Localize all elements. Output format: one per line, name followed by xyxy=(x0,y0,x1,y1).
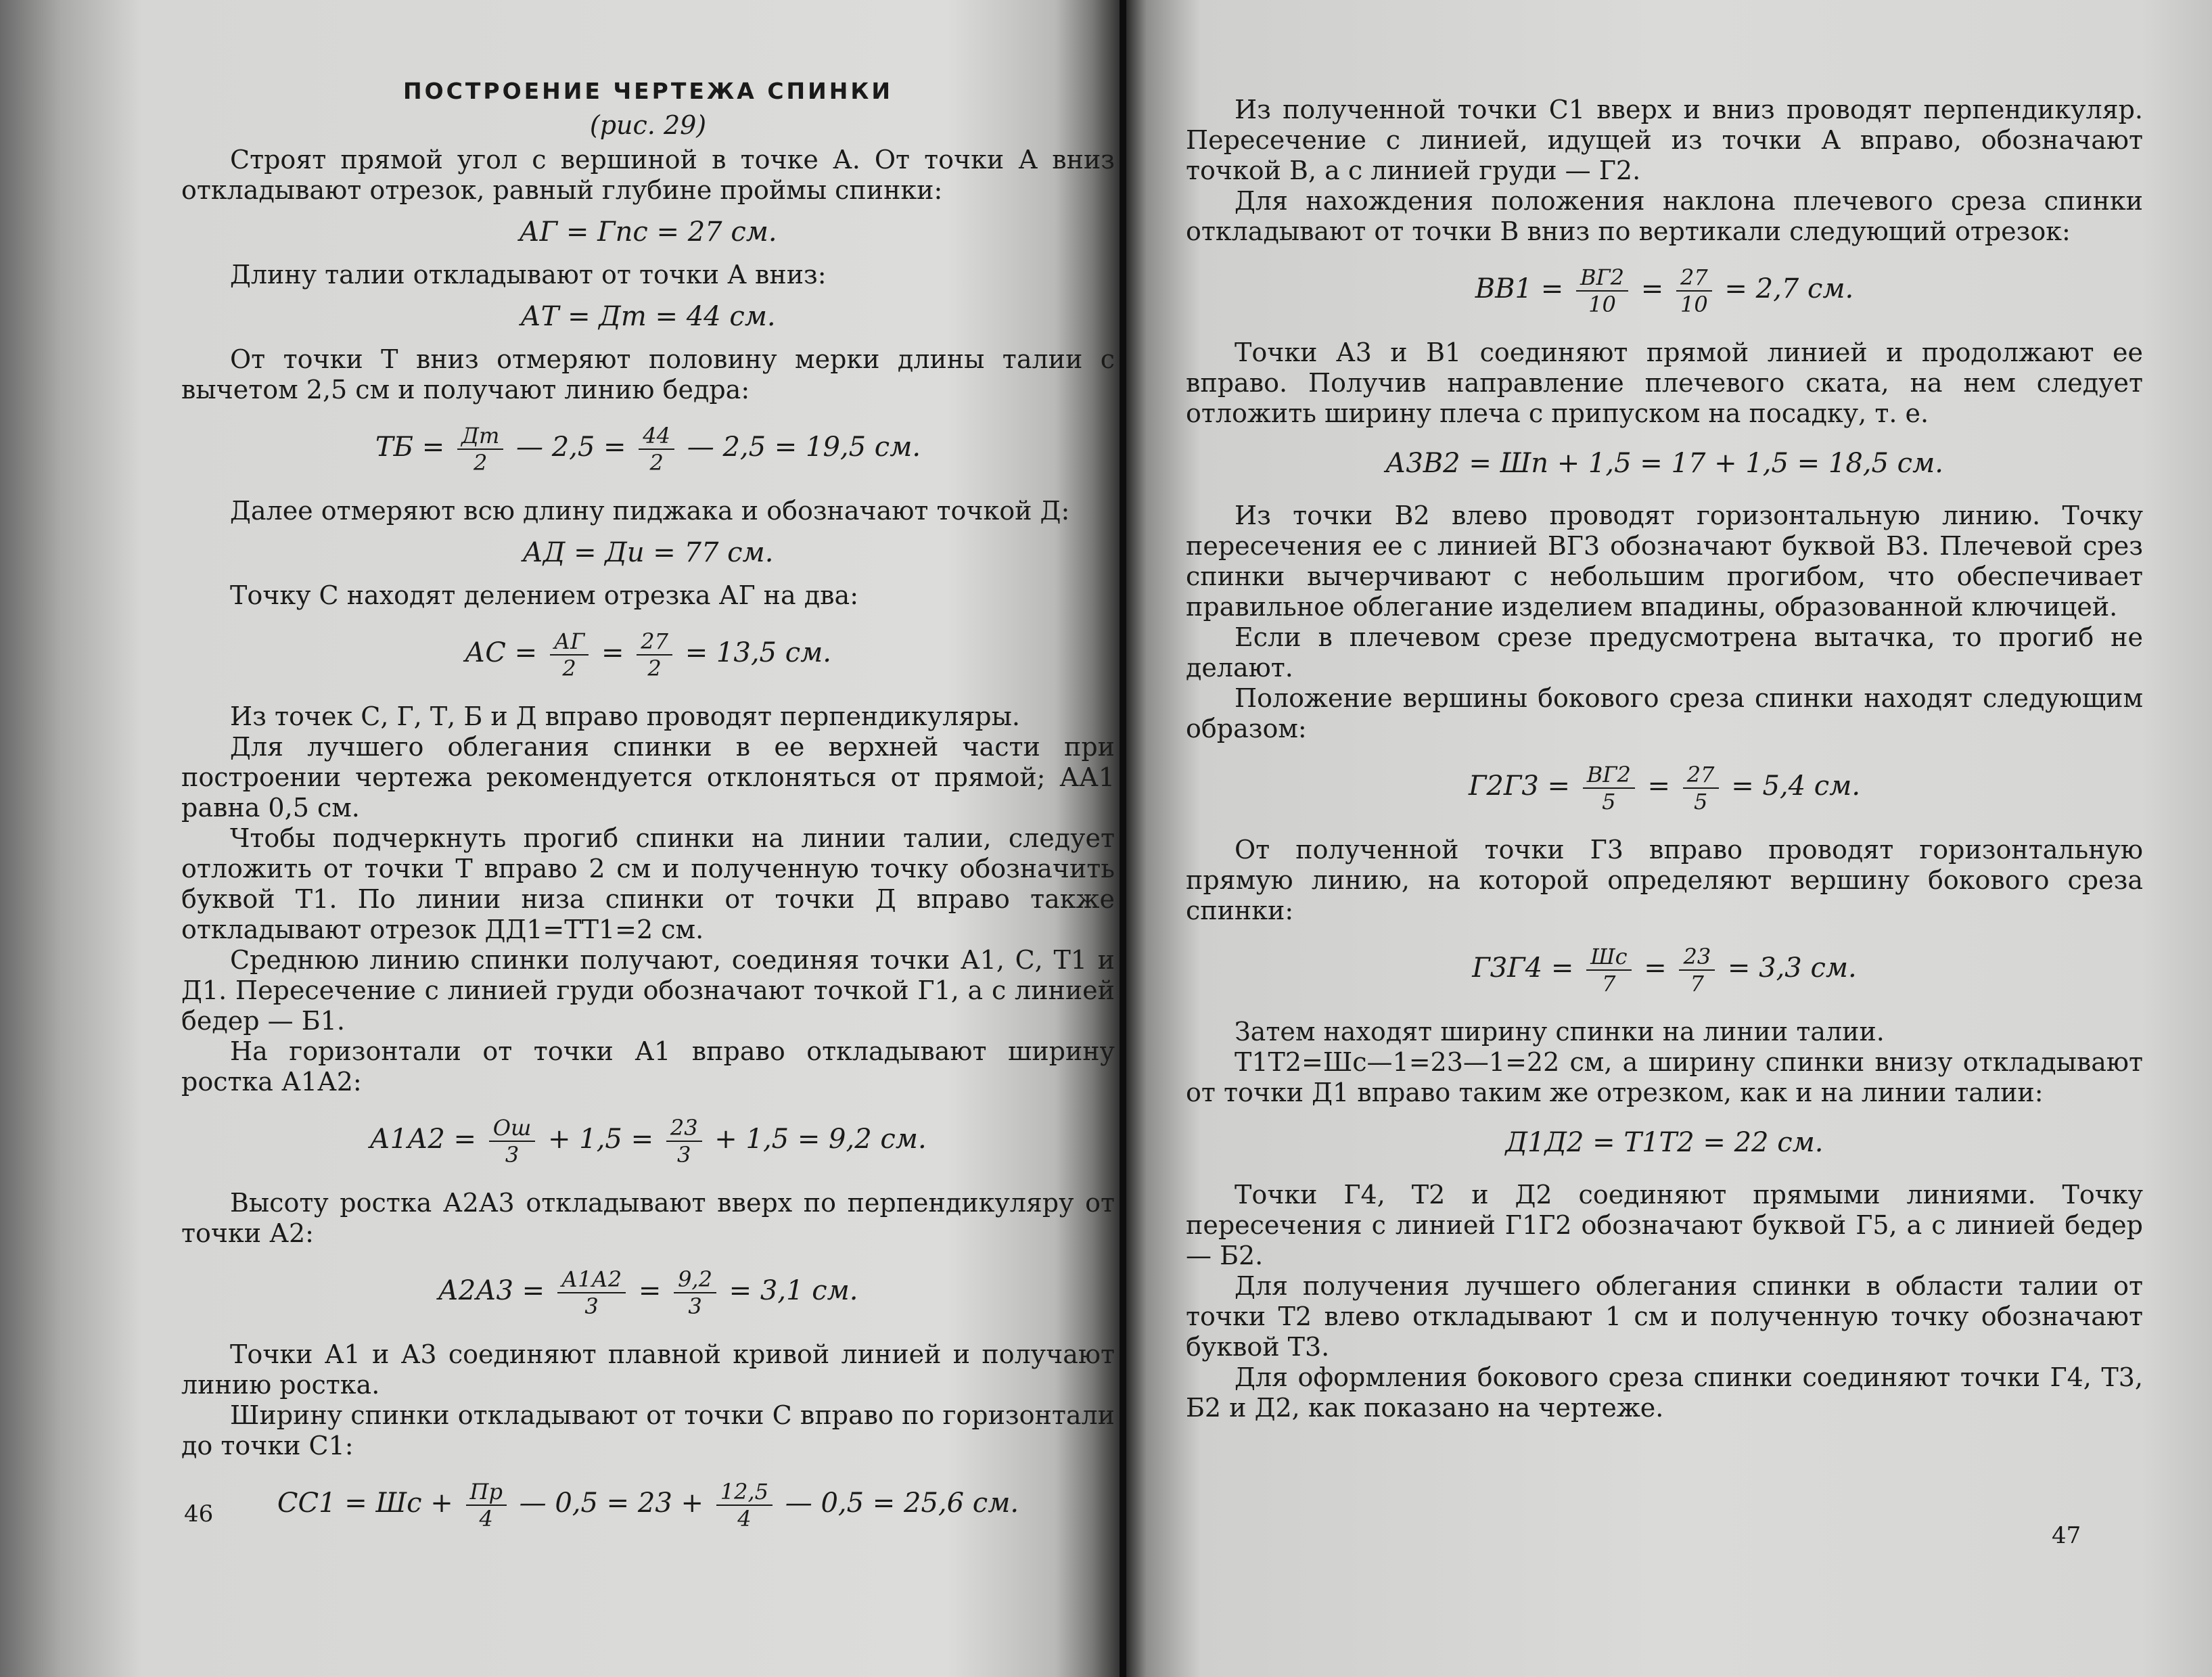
formula: АТ = Дт = 44 см. xyxy=(520,301,776,332)
paragraph: На горизонтали от точки А1 вправо откладывают ширину ростка А1А2: xyxy=(181,1036,1115,1097)
formula-middle: = xyxy=(1647,771,1671,802)
paragraph: Из точек С, Г, Т, Б и Д вправо проводят перпендикуляры. xyxy=(230,702,1020,731)
denominator: 7 xyxy=(1602,971,1616,996)
denominator: 4 xyxy=(737,1506,752,1532)
fraction xyxy=(550,628,589,681)
left-page-text xyxy=(181,76,1115,1552)
denominator: 4 xyxy=(479,1506,493,1532)
denominator: 2 xyxy=(647,656,662,681)
formula: Д1Д2 = Т1Т2 = 22 см. xyxy=(1505,1127,1824,1158)
figure-reference: (рис. 29) xyxy=(589,110,707,140)
formula-middle: — 2,5 = xyxy=(516,432,626,463)
formula-rhs: = 3,3 см. xyxy=(1727,952,1857,984)
numerator: 23 xyxy=(666,1115,702,1142)
fraction xyxy=(489,1115,536,1168)
numerator: 9,2 xyxy=(674,1266,716,1293)
formula-middle: = xyxy=(1640,273,1664,304)
paragraph: Положение вершины бокового среза спинки находят следующим образом: xyxy=(1186,683,2143,743)
fraction xyxy=(716,1479,773,1532)
formula-middle: = xyxy=(638,1275,662,1306)
formula xyxy=(181,1479,1115,1532)
paragraph: Из полученной точки С1 вверх и вниз проводят перпендикуляр. Пересечение с линией, идущей из точки А вправо, обозначают точкой В, а с линией груди — Г2. xyxy=(1186,95,2143,185)
formula-lhs: А2А3 = xyxy=(438,1275,545,1306)
formula-lhs: ВВ1 = xyxy=(1475,273,1564,304)
formula-lhs: А1А2 = xyxy=(369,1124,477,1155)
numerator: ВГ2 xyxy=(1583,762,1635,789)
paragraph: Из точки В2 влево проводят горизонтальную линию. Точку пересечения ее с линией ВГ3 обозначают буквой В3. Плечевой срез спинки вычерчивают с небольшим прогибом, что обеспечивает правильное облегание изделием впадины, образованной ключицей. xyxy=(1186,501,2143,622)
denominator: 5 xyxy=(1602,789,1616,814)
formula xyxy=(1186,944,2143,996)
numerator: ВГ2 xyxy=(1576,265,1628,292)
denominator: 2 xyxy=(649,450,664,476)
numerator: Шс xyxy=(1586,944,1631,971)
paragraph: Длину талии откладывают от точки А вниз: xyxy=(230,260,827,290)
denominator: 3 xyxy=(688,1293,702,1319)
formula-lhs: Г3Г4 = xyxy=(1472,952,1574,984)
paragraph: Для нахождения положения наклона плечевого среза спинки откладывают от точки В вниз по вертикали следующий отрезок: xyxy=(1186,186,2143,246)
denominator: 10 xyxy=(1588,292,1616,317)
denominator: 10 xyxy=(1680,292,1708,317)
formula xyxy=(181,423,1115,476)
fraction xyxy=(1583,762,1635,814)
paragraph: Среднюю линию спинки получают, соединяя точки А1, С, Т1 и Д1. Пересечение с линией груди обозначают точкой Г1, а с линией бедер — Б1. xyxy=(181,945,1115,1036)
numerator: 12,5 xyxy=(716,1479,773,1506)
formula-rhs: = 5,4 см. xyxy=(1731,771,1861,802)
paragraph: Затем находят ширину спинки на линии талии. xyxy=(1235,1017,1885,1047)
formula xyxy=(1186,265,2143,317)
section-heading: ПОСТРОЕНИЕ ЧЕРТЕЖА СПИНКИ xyxy=(403,78,893,104)
fraction xyxy=(1683,762,1719,814)
formula-rhs: = 2,7 см. xyxy=(1724,273,1854,304)
fraction xyxy=(666,1115,702,1168)
denominator: 3 xyxy=(505,1142,520,1168)
formula-rhs: + 1,5 = 9,2 см. xyxy=(714,1124,927,1155)
paragraph: Если в плечевом срезе предусмотрена вытачка, то прогиб не делают. xyxy=(1186,622,2143,683)
formula-middle: = xyxy=(601,637,624,668)
fraction xyxy=(1576,265,1628,317)
page-number: 47 xyxy=(2052,1522,2081,1549)
fraction xyxy=(674,1266,716,1319)
paragraph: Для лучшего облегания спинки в ее верхней части при построении чертежа рекомендуется отклоняться от прямой; АА1 равна 0,5 см. xyxy=(181,732,1115,823)
formula-lhs: ТБ = xyxy=(375,432,445,463)
formula-rhs: = 13,5 см. xyxy=(685,637,831,668)
numerator: Дт xyxy=(457,423,503,450)
right-page xyxy=(1126,0,2212,1677)
paragraph: Точки Г4, Т2 и Д2 соединяют прямыми линиями. Точку пересечения с линией Г1Г2 обозначают буквой Г5, а с линией бедер — Б2. xyxy=(1186,1180,2143,1270)
paragraph: Строят прямой угол с вершиной в точке А. От точки А вниз откладывают отрезок, равный глубине проймы спинки: xyxy=(181,145,1115,205)
paragraph: Точки А3 и В1 соединяют прямой линией и продолжают ее вправо. Получив направление плечевого ската, на нем следует отложить ширину плеча с припуском на посадку, т. е. xyxy=(1186,338,2143,428)
numerator: А1А2 xyxy=(557,1266,626,1293)
numerator: Пр xyxy=(466,1479,507,1506)
formula: АД = Ди = 77 см. xyxy=(522,537,774,568)
fraction xyxy=(1676,265,1712,317)
denominator: 2 xyxy=(473,450,488,476)
numerator: 23 xyxy=(1679,944,1715,971)
fraction xyxy=(457,423,503,476)
formula xyxy=(1186,762,2143,814)
formula-rhs: — 0,5 = 25,6 см. xyxy=(785,1488,1019,1519)
numerator: 27 xyxy=(637,628,672,656)
fraction xyxy=(466,1479,507,1532)
fraction xyxy=(1586,944,1631,996)
fraction xyxy=(637,628,672,681)
paragraph: Точки А1 и А3 соединяют плавной кривой линией и получают линию ростка. xyxy=(181,1339,1115,1400)
paragraph: Т1Т2=Шс—1=23—1=22 см, а ширину спинки внизу откладывают от точки Д1 вправо таким же отрезком, как и на линии талии: xyxy=(1186,1047,2143,1107)
paragraph: Для оформления бокового среза спинки соединяют точки Г4, Т3, Б2 и Д2, как показано на чертеже. xyxy=(1186,1362,2143,1423)
formula xyxy=(181,1266,1115,1319)
paragraph: От точки Т вниз отмеряют половину мерки длины талии с вычетом 2,5 см и получают линию бедра: xyxy=(181,344,1115,405)
denominator: 7 xyxy=(1690,971,1704,996)
paragraph: Высоту ростка А2А3 откладывают вверх по перпендикуляру от точки А2: xyxy=(181,1188,1115,1248)
formula-lhs: СС1 = Шс + xyxy=(277,1488,453,1519)
paragraph: Далее отмеряют всю длину пиджака и обозначают точкой Д: xyxy=(230,496,1070,526)
paragraph: Для получения лучшего облегания спинки в области талии от точки Т2 влево откладывают 1 см и полученную точку обозначают буквой Т3. xyxy=(1186,1271,2143,1362)
page-number: 46 xyxy=(184,1500,214,1527)
right-page-text xyxy=(1186,95,2143,1423)
formula: А3В2 = Шп + 1,5 = 17 + 1,5 = 18,5 см. xyxy=(1385,448,1943,479)
fraction xyxy=(557,1266,626,1319)
numerator: АГ xyxy=(550,628,589,656)
formula-rhs: = 3,1 см. xyxy=(729,1275,858,1306)
formula-middle: = xyxy=(1644,952,1667,984)
denominator: 5 xyxy=(1693,789,1708,814)
numerator: 44 xyxy=(639,423,674,450)
formula xyxy=(181,628,1115,681)
numerator: 27 xyxy=(1676,265,1712,292)
formula: АГ = Гпс = 27 см. xyxy=(519,216,777,248)
formula-lhs: АС = xyxy=(465,637,538,668)
paragraph: Ширину спинки откладывают от точки С вправо по горизонтали до точки С1: xyxy=(181,1400,1115,1461)
numerator: Ош xyxy=(489,1115,536,1142)
formula-middle: + 1,5 = xyxy=(548,1124,654,1155)
paragraph: От полученной точки Г3 вправо проводят горизонтальную прямую линию, на которой определяют вершину бокового среза спинки: xyxy=(1186,835,2143,925)
paragraph: Точку С находят делением отрезка АГ на два: xyxy=(230,580,858,610)
fraction xyxy=(1679,944,1715,996)
denominator: 3 xyxy=(677,1142,691,1168)
formula xyxy=(181,1115,1115,1168)
formula-middle: — 0,5 = 23 + xyxy=(519,1488,704,1519)
denominator: 2 xyxy=(562,656,576,681)
formula-lhs: Г2Г3 = xyxy=(1468,771,1571,802)
formula-rhs: — 2,5 = 19,5 см. xyxy=(687,432,921,463)
numerator: 27 xyxy=(1683,762,1719,789)
fraction xyxy=(639,423,674,476)
denominator: 3 xyxy=(584,1293,599,1319)
paragraph: Чтобы подчеркнуть прогиб спинки на линии талии, следует отложить от точки Т вправо 2 см и полученную точку обозначить буквой Т1. По линии низа спинки от точки Д вправо также откладывают отрезок ДД1=ТТ1=2 см. xyxy=(181,823,1115,944)
